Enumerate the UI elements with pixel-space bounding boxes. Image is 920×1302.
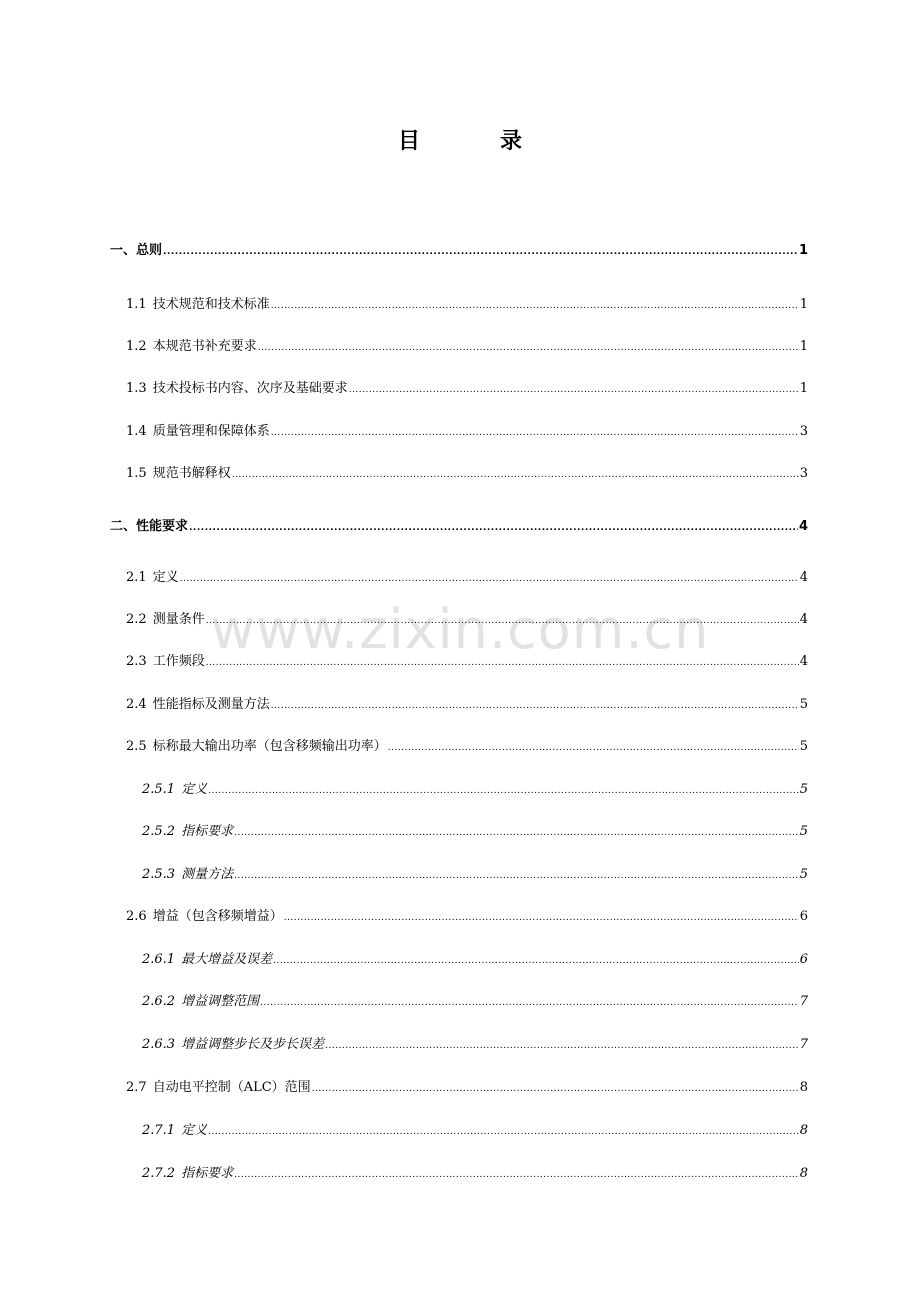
- toc-entry[interactable]: [110, 242, 808, 261]
- toc-entry-number: 2.5: [126, 739, 147, 754]
- toc-entry-page: 1: [799, 339, 808, 354]
- toc-entry-number: 2.5.3: [142, 867, 176, 882]
- toc-entry[interactable]: [142, 781, 808, 800]
- toc-leader-dots: [208, 1122, 799, 1141]
- toc-entry[interactable]: [142, 1165, 808, 1184]
- toc-entry[interactable]: [142, 823, 808, 842]
- toc-leader-dots: [206, 611, 799, 630]
- toc-entry-number: 2.6.3: [142, 1037, 176, 1052]
- toc-leader-dots: [271, 423, 799, 442]
- toc-leader-dots: [208, 781, 799, 800]
- toc-entry-title: 指标要求: [181, 1166, 234, 1181]
- toc-entry-title: 标称最大输出功率（包含移频输出功率）: [152, 739, 387, 754]
- title-char-right: 录: [500, 129, 523, 154]
- toc-entry-page: 4: [799, 654, 808, 669]
- toc-entry-page: 7: [799, 1037, 808, 1052]
- toc-entry-title: 指标要求: [181, 824, 234, 839]
- toc-leader-dots: [234, 823, 799, 842]
- toc-entry-number: 2.7.2: [142, 1166, 176, 1181]
- toc-leader-dots: [273, 951, 799, 970]
- toc-entry-page: 5: [799, 867, 808, 882]
- toc-entry-page: 5: [799, 697, 808, 712]
- toc-entry-title: 测量条件: [152, 612, 205, 627]
- toc-entry-title: 技术规范和技术标准: [152, 297, 270, 312]
- toc-entry-title: 技术投标书内容、次序及基础要求: [152, 381, 348, 396]
- toc-entry-page: 3: [799, 424, 808, 439]
- toc-entry-page: 7: [799, 994, 808, 1009]
- toc-entry-number: 2.6.2: [142, 994, 176, 1009]
- toc-leader-dots: [232, 465, 799, 484]
- toc-entry-title: 增益调整步长及步长误差: [181, 1037, 325, 1052]
- toc-entry-number: 2.3: [126, 654, 147, 669]
- toc-entry[interactable]: [126, 569, 808, 588]
- toc-entry-number: 1.1: [126, 297, 147, 312]
- toc-entry-number: 2.6.1: [142, 952, 176, 967]
- toc-entry-number: 2.7.1: [142, 1123, 176, 1138]
- toc-entry-title: 增益调整范围: [181, 994, 260, 1009]
- toc-entry-page: 4: [799, 570, 808, 585]
- toc-entry-page: 5: [799, 824, 808, 839]
- toc-entry-number: 1.2: [126, 339, 147, 354]
- toc-entry-title: 质量管理和保障体系: [152, 424, 270, 439]
- toc-entry-number: 二、性能要求: [110, 519, 189, 534]
- toc-entry[interactable]: [142, 1036, 808, 1055]
- toc-entry-page: 3: [799, 466, 808, 481]
- toc-leader-dots: [180, 569, 799, 588]
- toc-leader-dots: [271, 696, 799, 715]
- toc-entry[interactable]: [142, 866, 808, 885]
- toc-entry-page: 1: [798, 243, 808, 258]
- toc-entry-page: 8: [799, 1080, 808, 1095]
- toc-entry-page: 4: [798, 519, 808, 534]
- toc-entry[interactable]: [126, 1079, 808, 1098]
- toc-entry-title: 增益（包含移频增益）: [152, 909, 283, 924]
- toc-entry-number: 2.1: [126, 570, 147, 585]
- toc-leader-dots: [388, 738, 799, 757]
- toc-entry-number: 1.4: [126, 424, 147, 439]
- toc-entry-page: 5: [799, 782, 808, 797]
- toc-entry-page: 8: [799, 1123, 808, 1138]
- toc-entry-number: 2.4: [126, 697, 147, 712]
- toc-entry-title: 自动电平控制（ALC）范围: [152, 1080, 311, 1095]
- toc-entry-title: 最大增益及误差: [181, 952, 273, 967]
- toc-entry-page: 6: [799, 952, 808, 967]
- toc-entry-title: 规范书解释权: [152, 466, 231, 481]
- toc-leader-dots: [312, 1079, 799, 1098]
- toc-entry[interactable]: [126, 653, 808, 672]
- toc-leader-dots: [260, 993, 799, 1012]
- toc-entry-number: 2.7: [126, 1080, 147, 1095]
- toc-entry-page: 5: [799, 739, 808, 754]
- toc-entry-number: 1.5: [126, 466, 147, 481]
- toc-entry-page: 4: [799, 612, 808, 627]
- toc-entry[interactable]: [142, 951, 808, 970]
- toc-entry-title: 工作频段: [152, 654, 205, 669]
- toc-entry[interactable]: [126, 465, 808, 484]
- toc-leader-dots: [189, 518, 798, 537]
- toc-entry-page: 6: [799, 909, 808, 924]
- toc-entry-number: 2.5.1: [142, 782, 176, 797]
- toc-entry-title: 本规范书补充要求: [152, 339, 257, 354]
- toc-entry-page: 1: [799, 381, 808, 396]
- toc-entry[interactable]: [126, 296, 808, 315]
- toc-entry[interactable]: [126, 338, 808, 357]
- toc-leader-dots: [271, 296, 799, 315]
- toc-leader-dots: [163, 242, 798, 261]
- toc-leader-dots: [234, 1165, 799, 1184]
- toc-entry-page: 8: [799, 1166, 808, 1181]
- toc-entry-number: 2.5.2: [142, 824, 176, 839]
- toc-entry[interactable]: [126, 611, 808, 630]
- toc-entry-number: 一、总则: [110, 243, 163, 258]
- toc-entry[interactable]: [126, 380, 808, 399]
- toc-leader-dots: [325, 1036, 799, 1055]
- toc-leader-dots: [234, 866, 799, 885]
- toc-entry-page: 1: [799, 297, 808, 312]
- toc-entry[interactable]: [126, 908, 808, 927]
- toc-entry-number: 2.6: [126, 909, 147, 924]
- page-title: [0, 124, 920, 155]
- toc-entry-title: 定义: [152, 570, 179, 585]
- toc-entry[interactable]: [142, 993, 808, 1012]
- toc-entry-title: 定义: [181, 1123, 208, 1138]
- toc-entry[interactable]: [126, 423, 808, 442]
- toc-entry-title: 性能指标及测量方法: [152, 697, 270, 712]
- toc-entry[interactable]: [110, 518, 808, 537]
- toc-entry[interactable]: [142, 1122, 808, 1141]
- toc-entry-number: 1.3: [126, 381, 147, 396]
- toc-entry-number: 2.2: [126, 612, 147, 627]
- toc-leader-dots: [258, 338, 799, 357]
- title-char-left: 目: [397, 129, 420, 154]
- watermark: www.zixin.com.cn: [210, 598, 710, 661]
- toc-leader-dots: [349, 380, 799, 399]
- toc-leader-dots: [284, 908, 799, 927]
- toc-leader-dots: [206, 653, 799, 672]
- toc-entry[interactable]: [126, 738, 808, 757]
- toc-entry[interactable]: [126, 696, 808, 715]
- toc-entry-title: 定义: [181, 782, 208, 797]
- toc-entry-title: 测量方法: [181, 867, 234, 882]
